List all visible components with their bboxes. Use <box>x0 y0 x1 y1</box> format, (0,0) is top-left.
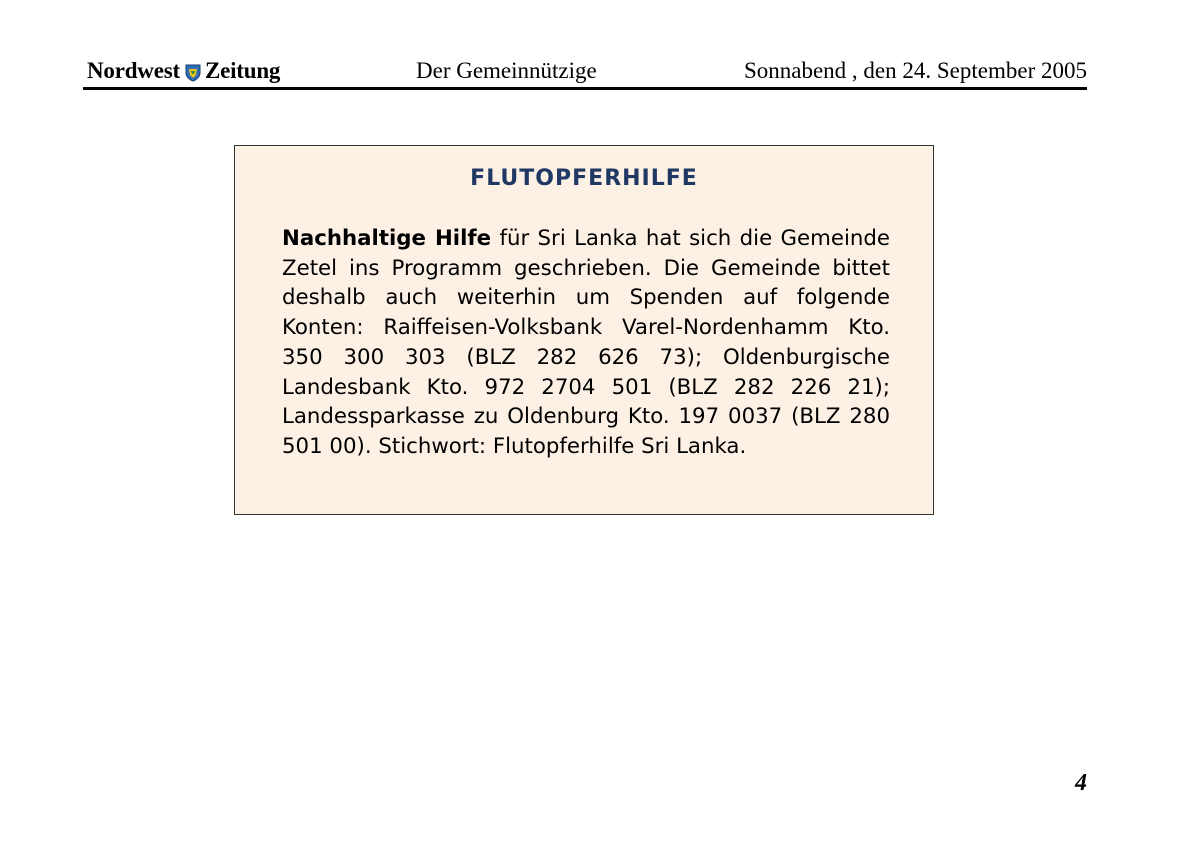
page-number: 4 <box>1075 770 1087 796</box>
issue-date: Sonnabend , den 24. September 2005 <box>743 58 1087 83</box>
section-title: Der Gemeinnützige <box>416 58 597 83</box>
page-header <box>83 56 1087 90</box>
masthead-right-word: Zeitung <box>204 58 281 83</box>
coat-of-arms-icon <box>185 62 201 80</box>
newspaper-masthead <box>87 58 280 84</box>
notice-title: FLUTOPFERHILFE <box>470 166 698 191</box>
notice-text: für Sri Lanka hat sich die Gemeinde Zetel ins Programm geschrieben. Die Gemeinde bittet deshalb auch weiterhin um Spenden auf folgende Konten: Raiffeisen-Volksbank Varel-Nordenhamm Kto. 350 300 303 (BLZ 282 626 73); Oldenburgische Landesbank Kto. 972 2704 501 (BLZ 282 226 21); Landessparkasse zu Oldenburg Kto. 197 0037 (BLZ 280 501 00). Stichwort: Flutopferhilfe Sri Lanka. <box>282 226 891 459</box>
notice-lead: Nachhaltige Hilfe <box>282 226 492 251</box>
notice-body <box>282 224 890 462</box>
donation-notice-box <box>234 145 934 515</box>
masthead-left-word: Nordwest <box>87 58 180 83</box>
